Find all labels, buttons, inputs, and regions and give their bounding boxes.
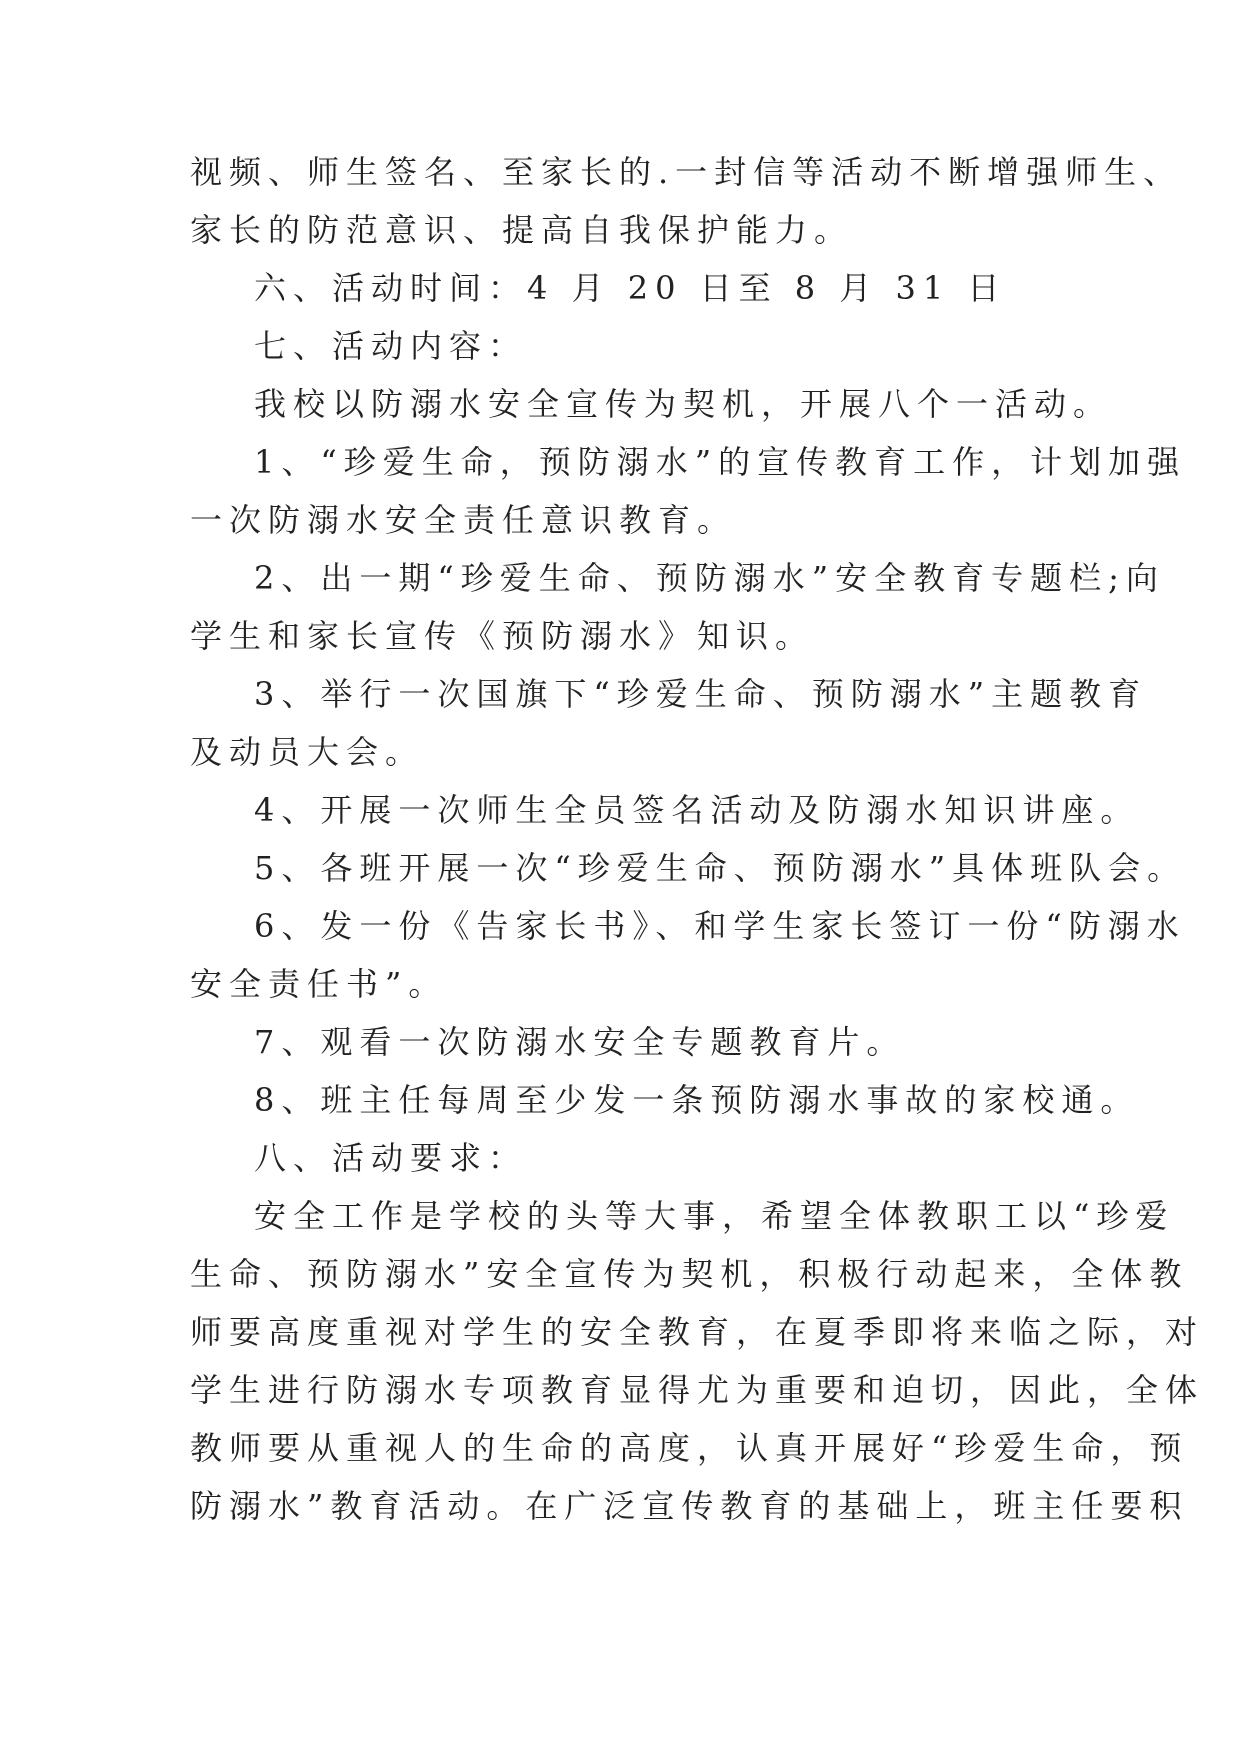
paragraph: [190, 839, 1187, 897]
text-line: 学生进行防溺水专项教育显得尤为重要和迫切，因此，全体: [190, 1371, 1205, 1409]
text-line: 一次防溺水安全责任意识教育。: [190, 501, 737, 539]
text-line: 及动员大会。: [190, 733, 425, 771]
text-line: 2、出一期“珍爱生命、预防溺水”安全教育专题栏;向: [254, 559, 1165, 597]
text-line: 教师要从重视人的生命的高度，认真开展好“珍爱生命，预: [190, 1429, 1189, 1467]
text-line: 安全责任书”。: [190, 965, 448, 1003]
text-line: 师要高度重视对学生的安全教育，在夏季即将来临之际，对: [190, 1313, 1205, 1351]
text-line: 八、活动要求：: [254, 1139, 528, 1177]
text-line: 6、发一份《告家长书》、和学生家长签订一份“防溺水: [254, 907, 1186, 945]
text-line: 7、观看一次防溺水安全专题教育片。: [254, 1023, 906, 1061]
text-line: 3、举行一次国旗下“珍爱生命、预防溺水”主题教育: [254, 675, 1148, 713]
text-line: 家长的防范意识、提高自我保护能力。: [190, 211, 854, 249]
paragraph: [190, 1187, 1205, 1535]
text-line: 六、活动时间：4 月 20 日至 8 月 31 日: [254, 269, 1007, 307]
text-line: 防溺水”教育活动。在广泛宣传教育的基础上，班主任要积: [190, 1487, 1189, 1525]
paragraph: [190, 375, 1113, 433]
text-line: 视频、师生签名、至家长的.一封信等活动不断增强师生、: [190, 153, 1183, 191]
text-line: 安全工作是学校的头等大事，希望全体教职工以“珍爱: [254, 1197, 1175, 1235]
text-line: 七、活动内容：: [254, 327, 528, 365]
text-line: 生命、预防溺水”安全宣传为契机，积极行动起来，全体教: [190, 1255, 1189, 1293]
text-line: 1、“珍爱生命，预防溺水”的宣传教育工作，计划加强: [254, 443, 1187, 481]
paragraph: [190, 433, 1187, 549]
text-line: 4、开展一次师生全员签名活动及防溺水知识讲座。: [254, 791, 1140, 829]
paragraph: [190, 317, 1070, 375]
paragraph: [190, 1013, 1070, 1071]
text-line: 我校以防溺水安全宣传为契机，开展八个一活动。: [254, 385, 1113, 423]
text-line: 5、各班开展一次“珍爱生命、预防溺水”具体班队会。: [254, 849, 1187, 887]
paragraph: [190, 1129, 1070, 1187]
paragraph: [190, 259, 1070, 317]
paragraph: [190, 897, 1186, 1013]
text-line: 8、班主任每周至少发一条预防溺水事故的家校通。: [254, 1081, 1140, 1119]
paragraph: [190, 781, 1140, 839]
paragraph: [190, 1071, 1140, 1129]
document-body: [190, 143, 1205, 1535]
paragraph: [190, 549, 1165, 665]
paragraph: [190, 143, 1183, 259]
paragraph: [190, 665, 1148, 781]
text-line: 学生和家长宣传《预防溺水》知识。: [190, 617, 815, 655]
